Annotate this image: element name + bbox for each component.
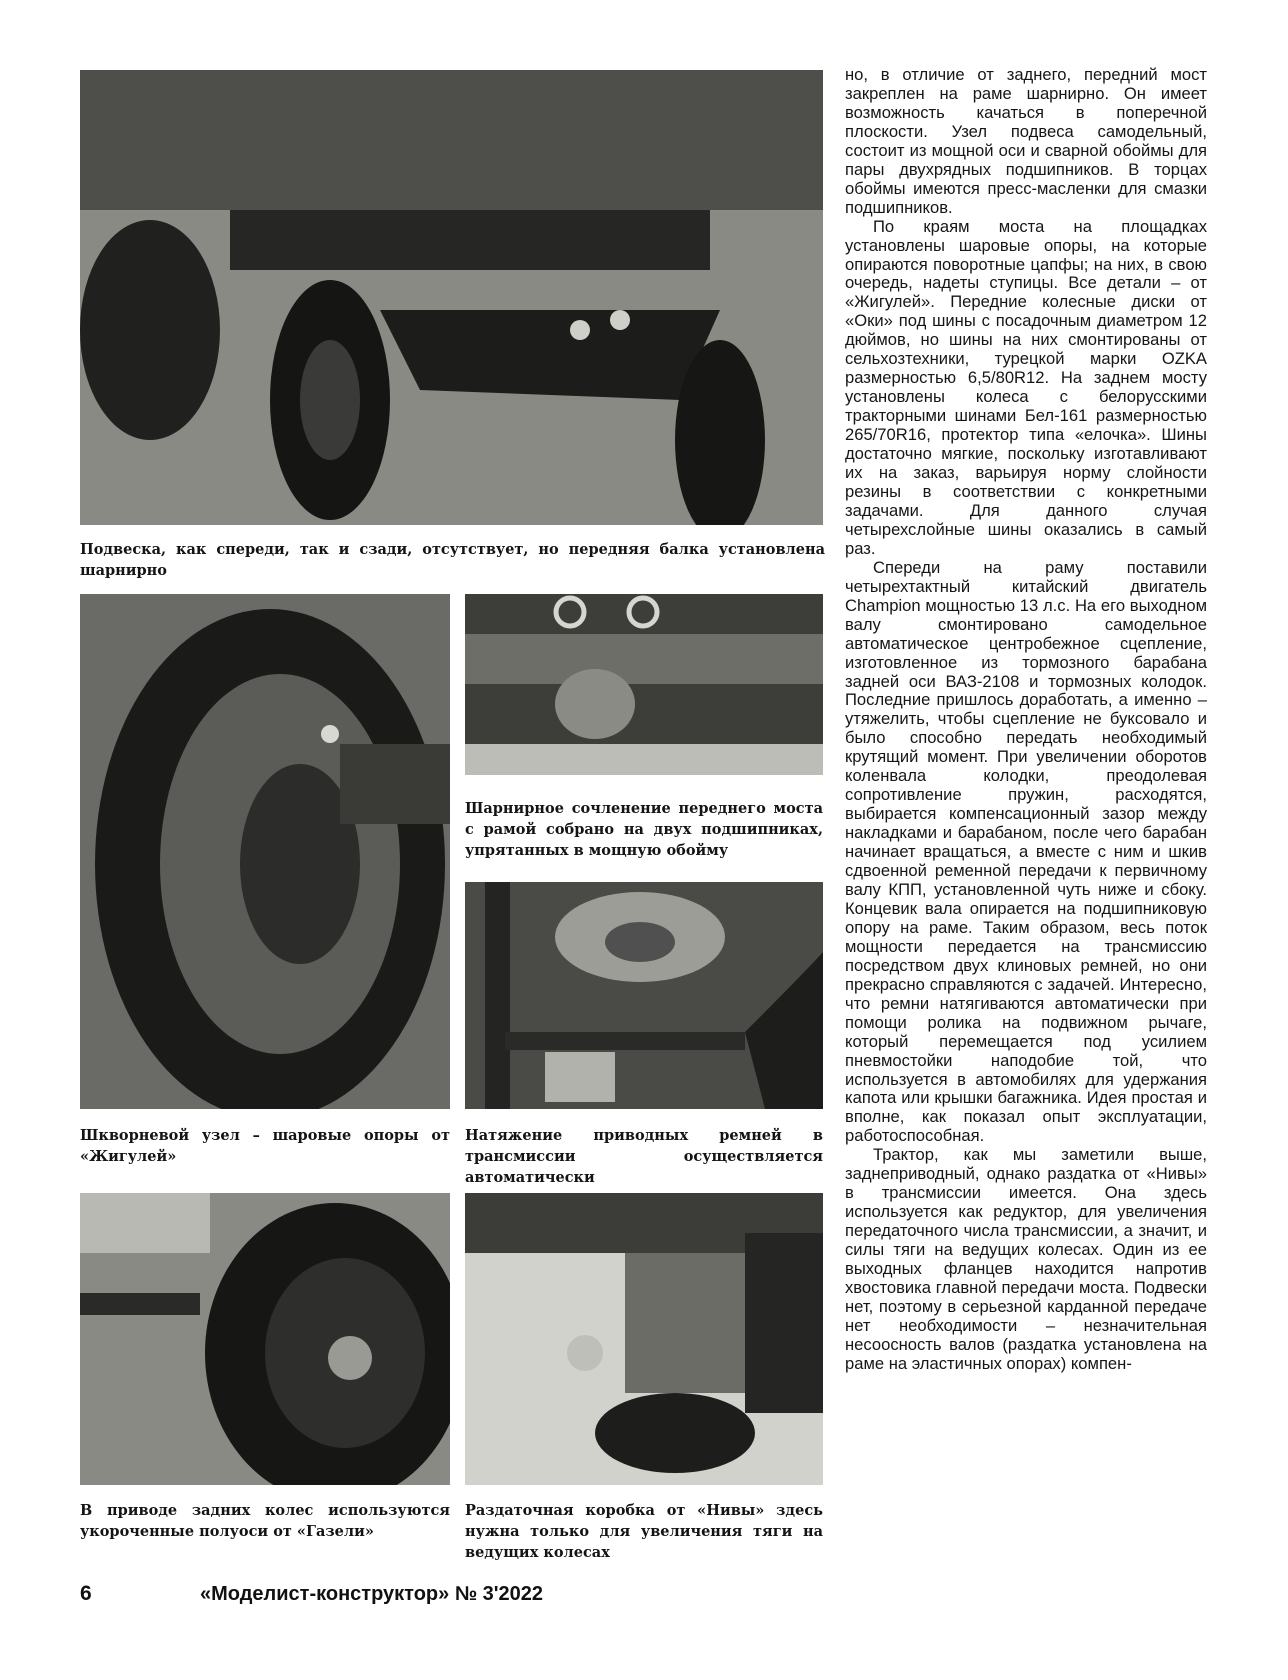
photo-front-axle-hinge [465, 594, 823, 775]
photo-tractor-front-axle [80, 70, 823, 525]
photo-kingpin-assembly [80, 594, 450, 1109]
caption-main: Подвеска, как спереди, так и сзади, отсутствует, но передняя балка установлена шарнирно [80, 541, 825, 579]
article-paragraph: Спереди на раму поставили четырехтактный китайский двигатель Champion мощностью 13 л.с. На его выходном валу смонтировано самодельное автоматическое центробежное сцепление, изготовленное из тормозного барабана задней оси ВАЗ-2108 и тормозных колодок. Последние пришлось доработать, а именно – утяжелить, чтобы сцепление не буксовало и было способно передать необходимый крутящий момент. При увеличении оборотов коленвала колодки, преодолевая сопротивление пружин, расходятся, выбирается компенсационный зазор между накладками и барабаном, после чего барабан начинает вращаться, а вместе с ним и шкив сдвоенной ременной передачи к первичному валу КПП, установленной чуть ниже и сбоку. Концевик вала опирается на подшипниковую опору на раме. Таким образом, весь поток мощности передается на трансмиссию посредством двух клиновых ремней, но они прекрасно справляются с задачей. Интересно, что ремни натягиваются автоматически при помощи ролика на подвижном рычаге, который перемещается под усилием пневмостойки наподобие той, что используется в автомобилях для удержания капота или крышки багажника. Идея простая и вполне, как показал опыт эксплуатации, работоспособная. [845, 557, 1207, 1146]
caption-transfer: Раздаточная коробка от «Нивы» здесь нужна только для увеличения тяги на ведущих колесах [465, 1502, 823, 1561]
article-body [845, 66, 1207, 1566]
journal-info: «Моделист-конструктор» № 3'2022 [200, 1583, 544, 1605]
caption-rear-drive: В приводе задних колес используются укороченные полуоси от «Газели» [80, 1502, 450, 1540]
article-paragraph: Трактор, как мы заметили выше, заднеприводный, однако раздатка от «Нивы» в трансмиссии имеется. Она здесь используется как редуктор, для увеличения передаточного числа трансмиссии, а значит, и силы тяги на ведущих колесах. Один из ее выходных фланцев находится напротив хвостовика главной передачи моста. Подвески нет, поэтому в серьезной карданной передаче нет необходимости – незначительная несоосность валов (раздатка установлена на раме на эластичных опорах) компен- [845, 1145, 1207, 1373]
article-paragraph: По краям моста на площадках установлены шаровые опоры, на которые опираются поворотные цапфы; на них, в свою очередь, надеты ступицы. Все детали – от «Жигулей». Передние колесные диски от «Оки» под шины с посадочным диаметром 12 дюймов, но шины на них смонтированы от сельхозтехники, турецкой марки OZKA размерностью 6,5/80R12. На заднем мосту установлены колеса с белорусскими тракторными шинами Бел-161 размерностью 265/70R16, протектор типа «елочка». Шины достаточно мягкие, поскольку изготавливают их на заказ, варьируя норму слойности резины в соответствии с конкретными задачами. Для данного случая четырехслойные шины оказались в самый раз. [845, 216, 1207, 558]
page-number: 6 [80, 1582, 92, 1605]
article-paragraph: но, в отличие от заднего, передний мост закреплен на раме шарнирно. Он имеет возможность качаться в поперечной плоскости. Узел подвеса самодельный, состоит из мощной оси и сварной обоймы для пары двухрядных подшипников. В торцах обоймы имеются пресс-масленки для смазки подшипников. [845, 66, 1207, 217]
caption-hinge: Шарнирное сочленение переднего моста с рамой собрано на двух подшипниках, упрятанных в мощную обойму [465, 800, 823, 859]
caption-kingpin: Шкворневой узел – шаровые опоры от «Жигулей» [80, 1127, 450, 1165]
photo-belt-drive [465, 882, 823, 1109]
photo-transfer-case [465, 1193, 823, 1485]
caption-belts: Натяжение приводных ремней в трансмиссии осуществляется автоматически [465, 1127, 823, 1186]
photo-rear-wheel-drive [80, 1193, 450, 1485]
